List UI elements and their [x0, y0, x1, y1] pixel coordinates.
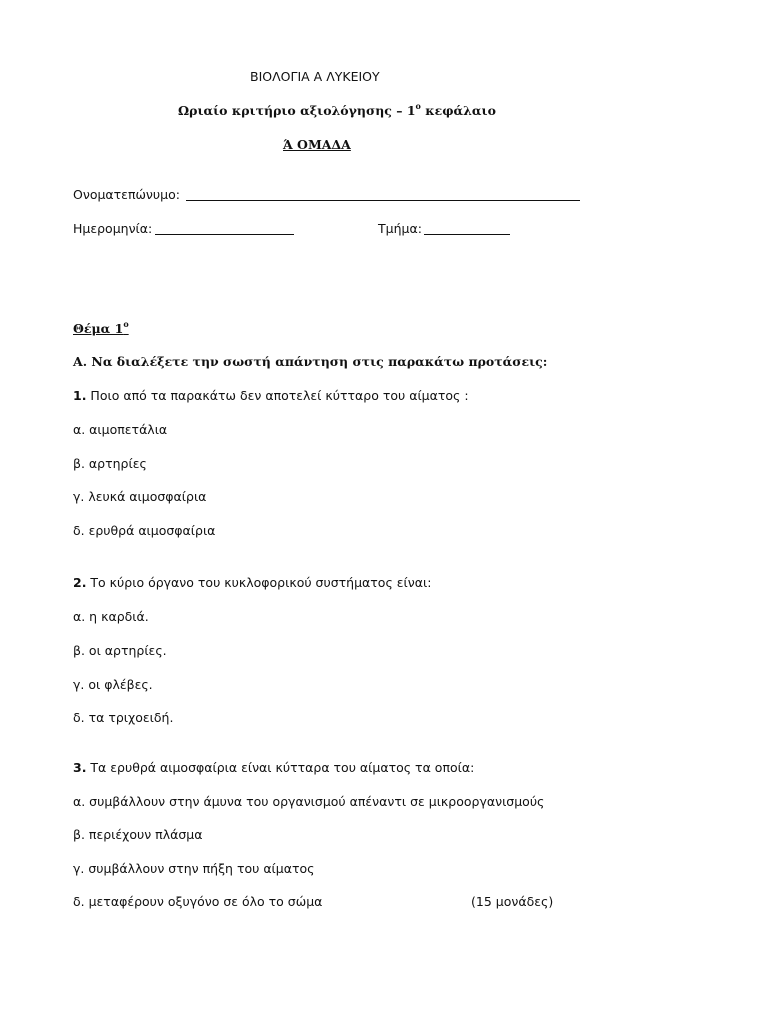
points-label: (15 μονάδες): [471, 894, 554, 909]
name-label: Ονοματεπώνυμο:: [73, 187, 180, 202]
option-1d: δ. ερυθρά αιμοσφαίρια: [73, 523, 216, 538]
option-2b: β. οι αρτηρίες.: [73, 643, 167, 658]
test-subtitle-tail: κεφάλαιο: [420, 103, 496, 118]
option-2c: γ. οι φλέβες.: [73, 677, 153, 692]
option-3c: γ. συμβάλλουν στην πήξη του αίματος: [73, 861, 315, 876]
section-title-main: Θέμα 1: [73, 321, 124, 336]
question-number: 2.: [73, 575, 87, 590]
option-1b: β. αρτηρίες: [73, 456, 147, 471]
question-number: 1.: [73, 388, 87, 403]
date-label: Ημερομηνία:: [73, 221, 153, 236]
section-title: [73, 321, 129, 337]
group-heading: Ά ΟΜΑΔΑ: [283, 137, 351, 152]
class-label: Τμήμα:: [378, 221, 422, 236]
option-3a: α. συμβάλλουν στην άμυνα του οργανισμού απέναντι σε μικροοργανισμούς: [73, 794, 545, 809]
option-2a: α. η καρδιά.: [73, 609, 149, 624]
option-2d: δ. τα τριχοειδή.: [73, 710, 174, 725]
section-instruction: Α. Να διαλέξετε την σωστή απάντηση στις παρακάτω προτάσεις:: [73, 354, 548, 369]
class-field-line[interactable]: [424, 234, 510, 235]
test-subtitle: [178, 103, 496, 119]
option-1c: γ. λευκά αιμοσφαίρια: [73, 489, 207, 504]
option-1a: α. αιμοπετάλια: [73, 422, 168, 437]
option-3d: δ. μεταφέρουν οξυγόνο σε όλο το σώμα: [73, 894, 323, 909]
option-3b: β. περιέχουν πλάσμα: [73, 827, 203, 842]
question-number: 3.: [73, 760, 87, 775]
page-title: ΒΙΟΛΟΓΙΑ Α ΛΥΚΕΙΟΥ: [250, 69, 380, 84]
test-subtitle-main: Ωριαίο κριτήριο αξιολόγησης – 1: [178, 103, 416, 118]
question-3: [73, 760, 474, 776]
question-text: Τα ερυθρά αιμοσφαίρια είναι κύτταρα του αίματος τα οποία:: [86, 760, 475, 775]
date-field-line[interactable]: [155, 234, 294, 235]
question-2: [73, 575, 431, 591]
question-1: [73, 388, 469, 404]
name-field-line[interactable]: [186, 200, 580, 201]
question-text: Το κύριο όργανο του κυκλοφορικού συστήματος είναι:: [86, 575, 432, 590]
question-text: Ποιο από τα παρακάτω δεν αποτελεί κύτταρο του αίματος :: [86, 388, 469, 403]
ordinal-superscript: ο: [415, 101, 421, 111]
section-ordinal-superscript: ο: [123, 319, 129, 329]
